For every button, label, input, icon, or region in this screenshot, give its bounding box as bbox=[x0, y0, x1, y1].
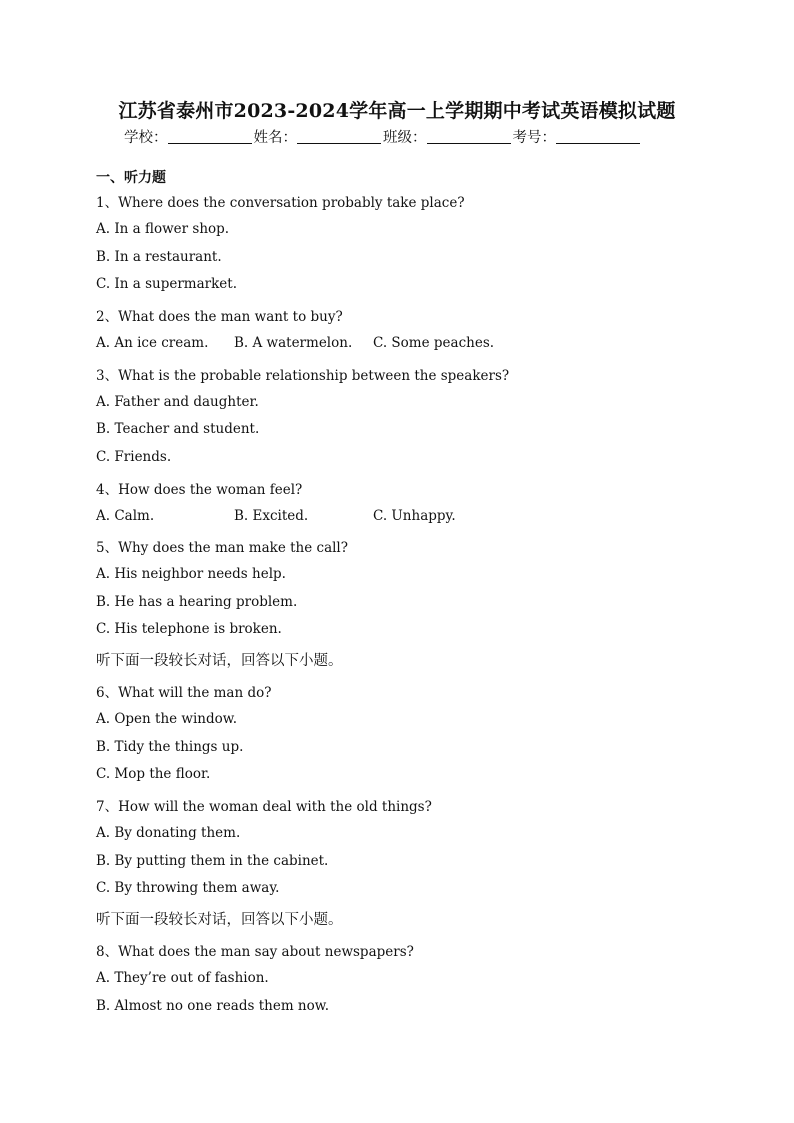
section-heading-listening: 一、听力题 bbox=[96, 170, 166, 186]
question-2-option-a: A. An ice cream. bbox=[96, 335, 209, 351]
question-2-option-b: B. A watermelon. bbox=[234, 335, 353, 351]
school-blank[interactable] bbox=[168, 129, 252, 144]
question-1-stem: 1、Where does the conversation probably take place? bbox=[96, 195, 465, 211]
question-3-option-c: C. Friends. bbox=[96, 449, 172, 465]
question-7-stem: 7、How will the woman deal with the old things? bbox=[96, 799, 432, 815]
name-blank[interactable] bbox=[297, 129, 381, 144]
question-1-option-c: C. In a supermarket. bbox=[96, 276, 237, 292]
question-5-option-c: C. His telephone is broken. bbox=[96, 621, 282, 637]
question-3-stem: 3、What is the probable relationship between the speakers? bbox=[96, 368, 510, 384]
question-4-option-c: C. Unhappy. bbox=[373, 508, 456, 524]
question-4-stem: 4、How does the woman feel? bbox=[96, 482, 303, 498]
exam-no-label: 考号： bbox=[512, 130, 556, 146]
question-4-option-a: A. Calm. bbox=[96, 508, 155, 524]
question-6-option-c: C. Mop the floor. bbox=[96, 766, 211, 782]
question-4-option-b: B. Excited. bbox=[234, 508, 309, 524]
question-8-option-a: A. They’re out of fashion. bbox=[96, 970, 269, 986]
question-5-stem: 5、Why does the man make the call? bbox=[96, 540, 348, 556]
class-label: 班级： bbox=[383, 130, 427, 146]
instruction-long-dialogue-1: 听下面一段较长对话，回答以下小题。 bbox=[96, 653, 343, 669]
question-3-option-a: A. Father and daughter. bbox=[96, 394, 259, 410]
question-2-option-c: C. Some peaches. bbox=[373, 335, 495, 351]
instruction-long-dialogue-2: 听下面一段较长对话，回答以下小题。 bbox=[96, 912, 343, 928]
question-6-option-a: A. Open the window. bbox=[96, 711, 237, 727]
question-3-option-b: B. Teacher and student. bbox=[96, 421, 260, 437]
question-1-option-a: A. In a flower shop. bbox=[96, 221, 230, 237]
question-2-stem: 2、What does the man want to buy? bbox=[96, 309, 343, 325]
name-label: 姓名： bbox=[253, 130, 297, 146]
class-blank[interactable] bbox=[427, 129, 511, 144]
question-6-option-b: B. Tidy the things up. bbox=[96, 739, 244, 755]
question-6-stem: 6、What will the man do? bbox=[96, 685, 272, 701]
question-8-stem: 8、What does the man say about newspapers? bbox=[96, 944, 414, 960]
student-info-row bbox=[124, 126, 642, 147]
exam-no-blank[interactable] bbox=[556, 129, 640, 144]
question-7-option-b: B. By putting them in the cabinet. bbox=[96, 853, 329, 869]
school-label: 学校： bbox=[124, 130, 168, 146]
question-7-option-a: A. By donating them. bbox=[96, 825, 241, 841]
page-title: 江苏省泰州市2023-2024学年高一上学期期中考试英语模拟试题 bbox=[118, 100, 676, 122]
question-8-option-b: B. Almost no one reads them now. bbox=[96, 998, 329, 1014]
question-7-option-c: C. By throwing them away. bbox=[96, 880, 280, 896]
question-1-option-b: B. In a restaurant. bbox=[96, 249, 222, 265]
question-5-option-b: B. He has a hearing problem. bbox=[96, 594, 298, 610]
question-5-option-a: A. His neighbor needs help. bbox=[96, 566, 286, 582]
